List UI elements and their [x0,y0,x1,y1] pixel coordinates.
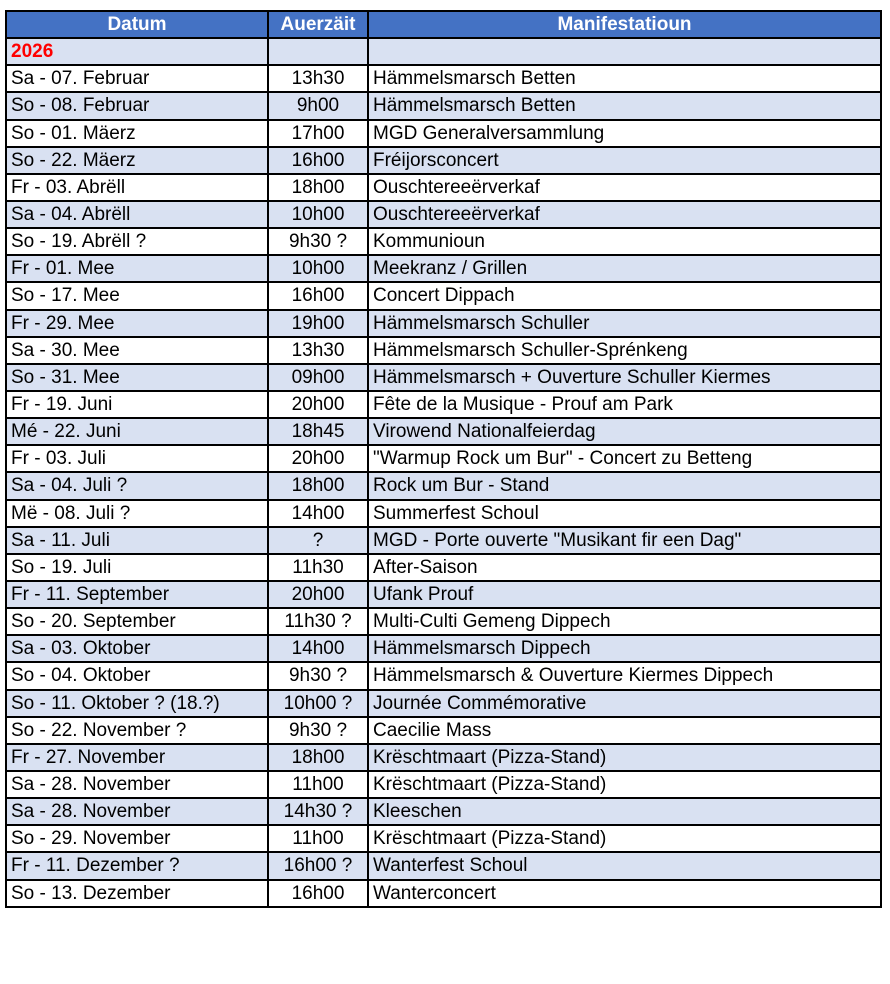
table-row [6,581,881,608]
event-cell: Hämmelsmarsch Betten [368,65,881,92]
event-cell: Journée Commémorative [368,690,881,717]
date-cell: So - 19. Abrëll ? [6,228,268,255]
time-cell: 20h00 [268,391,368,418]
event-cell: Hämmelsmarsch & Ouverture Kiermes Dippech [368,662,881,689]
date-cell: Fr - 01. Mee [6,255,268,282]
date-cell: Mé - 22. Juni [6,418,268,445]
time-cell: 10h00 [268,255,368,282]
event-cell: Hämmelsmarsch Schuller [368,310,881,337]
table-row [6,282,881,309]
table-row [6,174,881,201]
date-cell: Fr - 03. Juli [6,445,268,472]
date-cell: Sa - 04. Abrëll [6,201,268,228]
time-cell: 09h00 [268,364,368,391]
table-row [6,255,881,282]
table-row [6,798,881,825]
event-cell: Kommunioun [368,228,881,255]
time-cell: 16h00 [268,880,368,907]
schedule-table [5,10,882,908]
event-cell: Ufank Prouf [368,581,881,608]
event-cell: Fréijorsconcert [368,147,881,174]
event-cell: Krëschtmaart (Pizza-Stand) [368,744,881,771]
time-cell: 13h30 [268,337,368,364]
date-cell: Sa - 30. Mee [6,337,268,364]
date-cell: Fr - 03. Abrëll [6,174,268,201]
table-row [6,527,881,554]
date-cell: So - 04. Oktober [6,662,268,689]
date-cell: Më - 08. Juli ? [6,500,268,527]
schedule-table-container [5,10,880,908]
time-cell: 20h00 [268,581,368,608]
time-cell: 16h00 [268,147,368,174]
table-row [6,880,881,907]
event-cell: Summerfest Schoul [368,500,881,527]
table-row [6,472,881,499]
time-cell: 18h00 [268,174,368,201]
table-row [6,310,881,337]
time-cell: 14h00 [268,500,368,527]
table-row [6,690,881,717]
table-row [6,337,881,364]
event-cell: Hämmelsmarsch + Ouverture Schuller Kiermes [368,364,881,391]
table-row [6,147,881,174]
event-cell: Krëschtmaart (Pizza-Stand) [368,825,881,852]
time-cell: 9h30 ? [268,717,368,744]
event-cell: Ouschtereeërverkaf [368,201,881,228]
event-cell: MGD Generalversammlung [368,120,881,147]
year-row-empty-cell [368,38,881,65]
time-cell: ? [268,527,368,554]
time-cell: 10h00 [268,201,368,228]
event-cell: Hämmelsmarsch Dippech [368,635,881,662]
date-cell: So - 17. Mee [6,282,268,309]
event-cell: Hämmelsmarsch Betten [368,92,881,119]
date-cell: Fr - 19. Juni [6,391,268,418]
event-cell: Kleeschen [368,798,881,825]
event-cell: Virowend Nationalfeierdag [368,418,881,445]
event-cell: "Warmup Rock um Bur" - Concert zu Betteng [368,445,881,472]
date-cell: Sa - 28. November [6,798,268,825]
date-cell: Sa - 07. Februar [6,65,268,92]
time-cell: 18h00 [268,472,368,499]
time-cell: 9h00 [268,92,368,119]
date-cell: Sa - 28. November [6,771,268,798]
header-time: Auerzäit [268,11,368,38]
date-cell: So - 22. Mäerz [6,147,268,174]
date-cell: So - 11. Oktober ? (18.?) [6,690,268,717]
time-cell: 11h30 [268,554,368,581]
table-row [6,554,881,581]
table-row [6,391,881,418]
event-cell: Caecilie Mass [368,717,881,744]
time-cell: 17h00 [268,120,368,147]
time-cell: 11h00 [268,771,368,798]
date-cell: Fr - 11. Dezember ? [6,852,268,879]
date-cell: Sa - 04. Juli ? [6,472,268,499]
time-cell: 11h00 [268,825,368,852]
date-cell: Fr - 11. September [6,581,268,608]
event-cell: After-Saison [368,554,881,581]
year-row [6,38,881,65]
time-cell: 9h30 ? [268,662,368,689]
event-cell: Concert Dippach [368,282,881,309]
table-row [6,500,881,527]
event-cell: Hämmelsmarsch Schuller-Sprénkeng [368,337,881,364]
event-cell: Krëschtmaart (Pizza-Stand) [368,771,881,798]
event-cell: Ouschtereeërverkaf [368,174,881,201]
time-cell: 14h30 ? [268,798,368,825]
time-cell: 20h00 [268,445,368,472]
table-row [6,717,881,744]
event-cell: Multi-Culti Gemeng Dippech [368,608,881,635]
date-cell: So - 29. November [6,825,268,852]
table-row [6,364,881,391]
date-cell: Sa - 03. Oktober [6,635,268,662]
event-cell: Wanterconcert [368,880,881,907]
time-cell: 18h45 [268,418,368,445]
date-cell: So - 13. Dezember [6,880,268,907]
date-cell: So - 01. Mäerz [6,120,268,147]
date-cell: So - 20. September [6,608,268,635]
table-row [6,445,881,472]
event-cell: Meekranz / Grillen [368,255,881,282]
event-cell: MGD - Porte ouverte "Musikant fir een Dag" [368,527,881,554]
date-cell: So - 19. Juli [6,554,268,581]
table-row [6,201,881,228]
header-event: Manifestatioun [368,11,881,38]
time-cell: 11h30 ? [268,608,368,635]
table-row [6,635,881,662]
time-cell: 13h30 [268,65,368,92]
year-row-empty-cell [268,38,368,65]
table-row [6,92,881,119]
date-cell: Fr - 29. Mee [6,310,268,337]
event-cell: Fête de la Musique - Prouf am Park [368,391,881,418]
table-row [6,744,881,771]
date-cell: So - 08. Februar [6,92,268,119]
table-row [6,852,881,879]
time-cell: 19h00 [268,310,368,337]
date-cell: So - 31. Mee [6,364,268,391]
date-cell: Fr - 27. November [6,744,268,771]
event-cell: Wanterfest Schoul [368,852,881,879]
table-row [6,418,881,445]
table-row [6,228,881,255]
table-row [6,120,881,147]
event-cell: Rock um Bur - Stand [368,472,881,499]
time-cell: 16h00 ? [268,852,368,879]
table-row [6,65,881,92]
time-cell: 16h00 [268,282,368,309]
time-cell: 18h00 [268,744,368,771]
time-cell: 14h00 [268,635,368,662]
header-date: Datum [6,11,268,38]
time-cell: 10h00 ? [268,690,368,717]
year-label: 2026 [6,38,268,65]
header-row [6,11,881,38]
table-row [6,771,881,798]
table-row [6,662,881,689]
date-cell: Sa - 11. Juli [6,527,268,554]
table-row [6,825,881,852]
date-cell: So - 22. November ? [6,717,268,744]
table-row [6,608,881,635]
time-cell: 9h30 ? [268,228,368,255]
